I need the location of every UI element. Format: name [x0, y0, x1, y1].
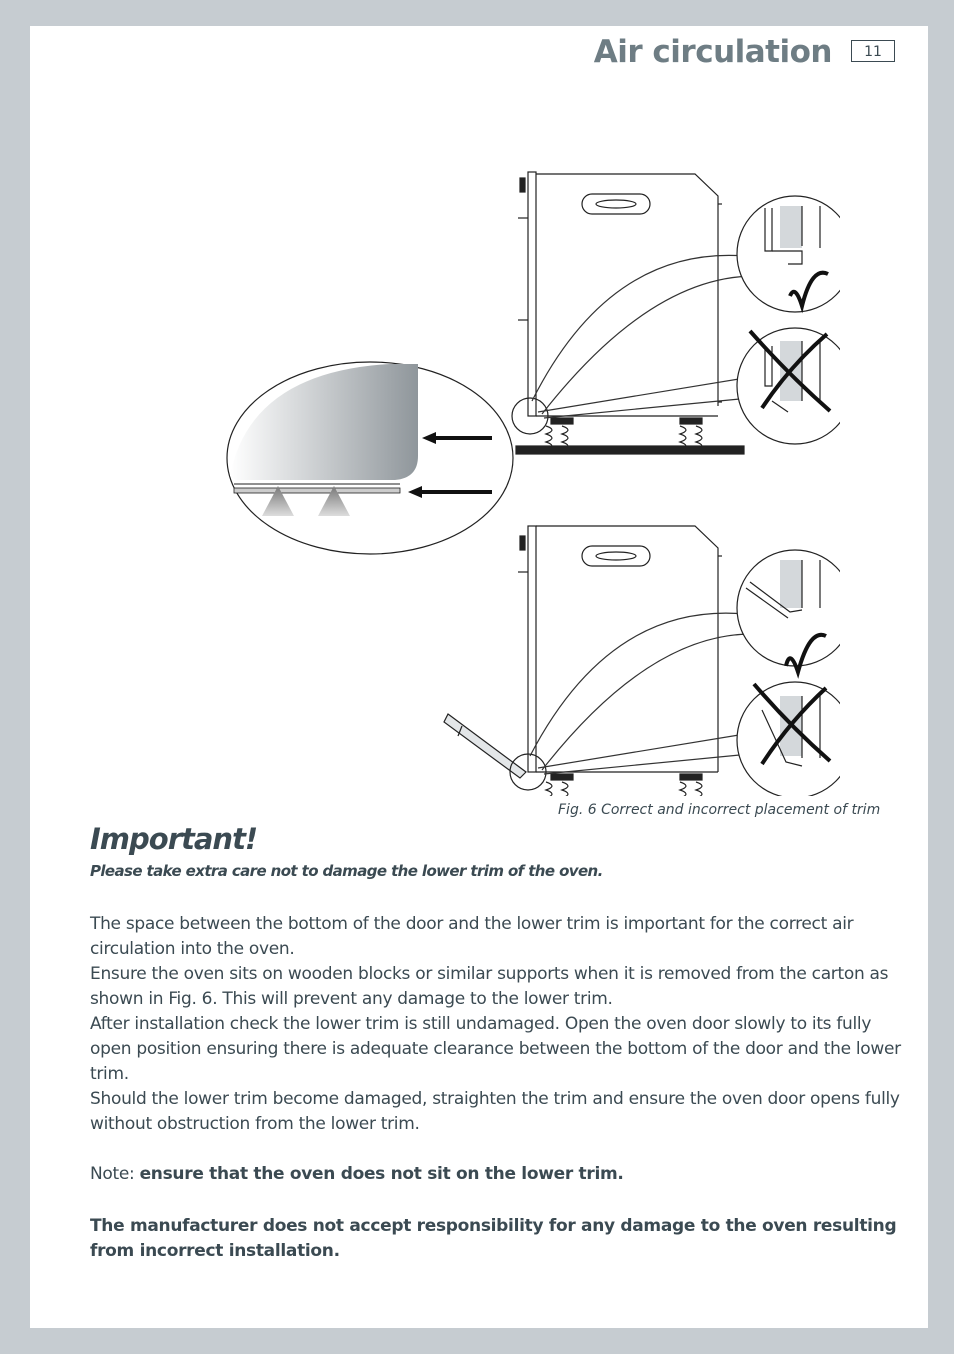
oven-bottom-diagram: [444, 526, 755, 796]
note-text: ensure that the oven does not sit on the lower trim.: [139, 1164, 624, 1184]
trim-placement-illustration: [190, 136, 840, 796]
detail-incorrect-bottom: [737, 682, 840, 796]
detail-correct-bottom: [737, 550, 840, 672]
body-text: [90, 912, 905, 1264]
important-heading: Important!: [90, 822, 258, 856]
page-title: Air circulation: [593, 34, 832, 70]
zoom-detail-airflow: [227, 362, 513, 554]
paragraph: After installation check the lower trim is still undamaged. Open the oven door slowly to its fully open position ensuring there is adequate clearance between the bottom of the door and the lower trim.: [90, 1014, 901, 1084]
paragraph: Should the lower trim become damaged, straighten the trim and ensure the oven door opens fully without obstruction from the lower trim.: [90, 1089, 900, 1134]
figure-caption: Fig. 6 Correct and incorrect placement of trim: [558, 802, 881, 818]
note: [90, 1162, 905, 1187]
detail-correct-top: [737, 196, 840, 312]
page-number: 11: [851, 40, 895, 62]
oven-top-diagram: [512, 172, 755, 454]
manual-page: [30, 26, 928, 1328]
paragraph: The space between the bottom of the door and the lower trim is important for the correct air circulation into the oven.: [90, 914, 854, 959]
important-subheading: Please take extra care not to damage the lower trim of the oven.: [90, 862, 603, 880]
paragraph: Ensure the oven sits on wooden blocks or similar supports when it is removed from the carton as shown in Fig. 6. This will prevent any damage to the lower trim.: [90, 964, 889, 1009]
disclaimer: The manufacturer does not accept responsibility for any damage to the oven resulting from incorrect installation.: [90, 1216, 897, 1261]
detail-incorrect-top: [737, 328, 840, 444]
note-label: Note:: [90, 1164, 140, 1184]
